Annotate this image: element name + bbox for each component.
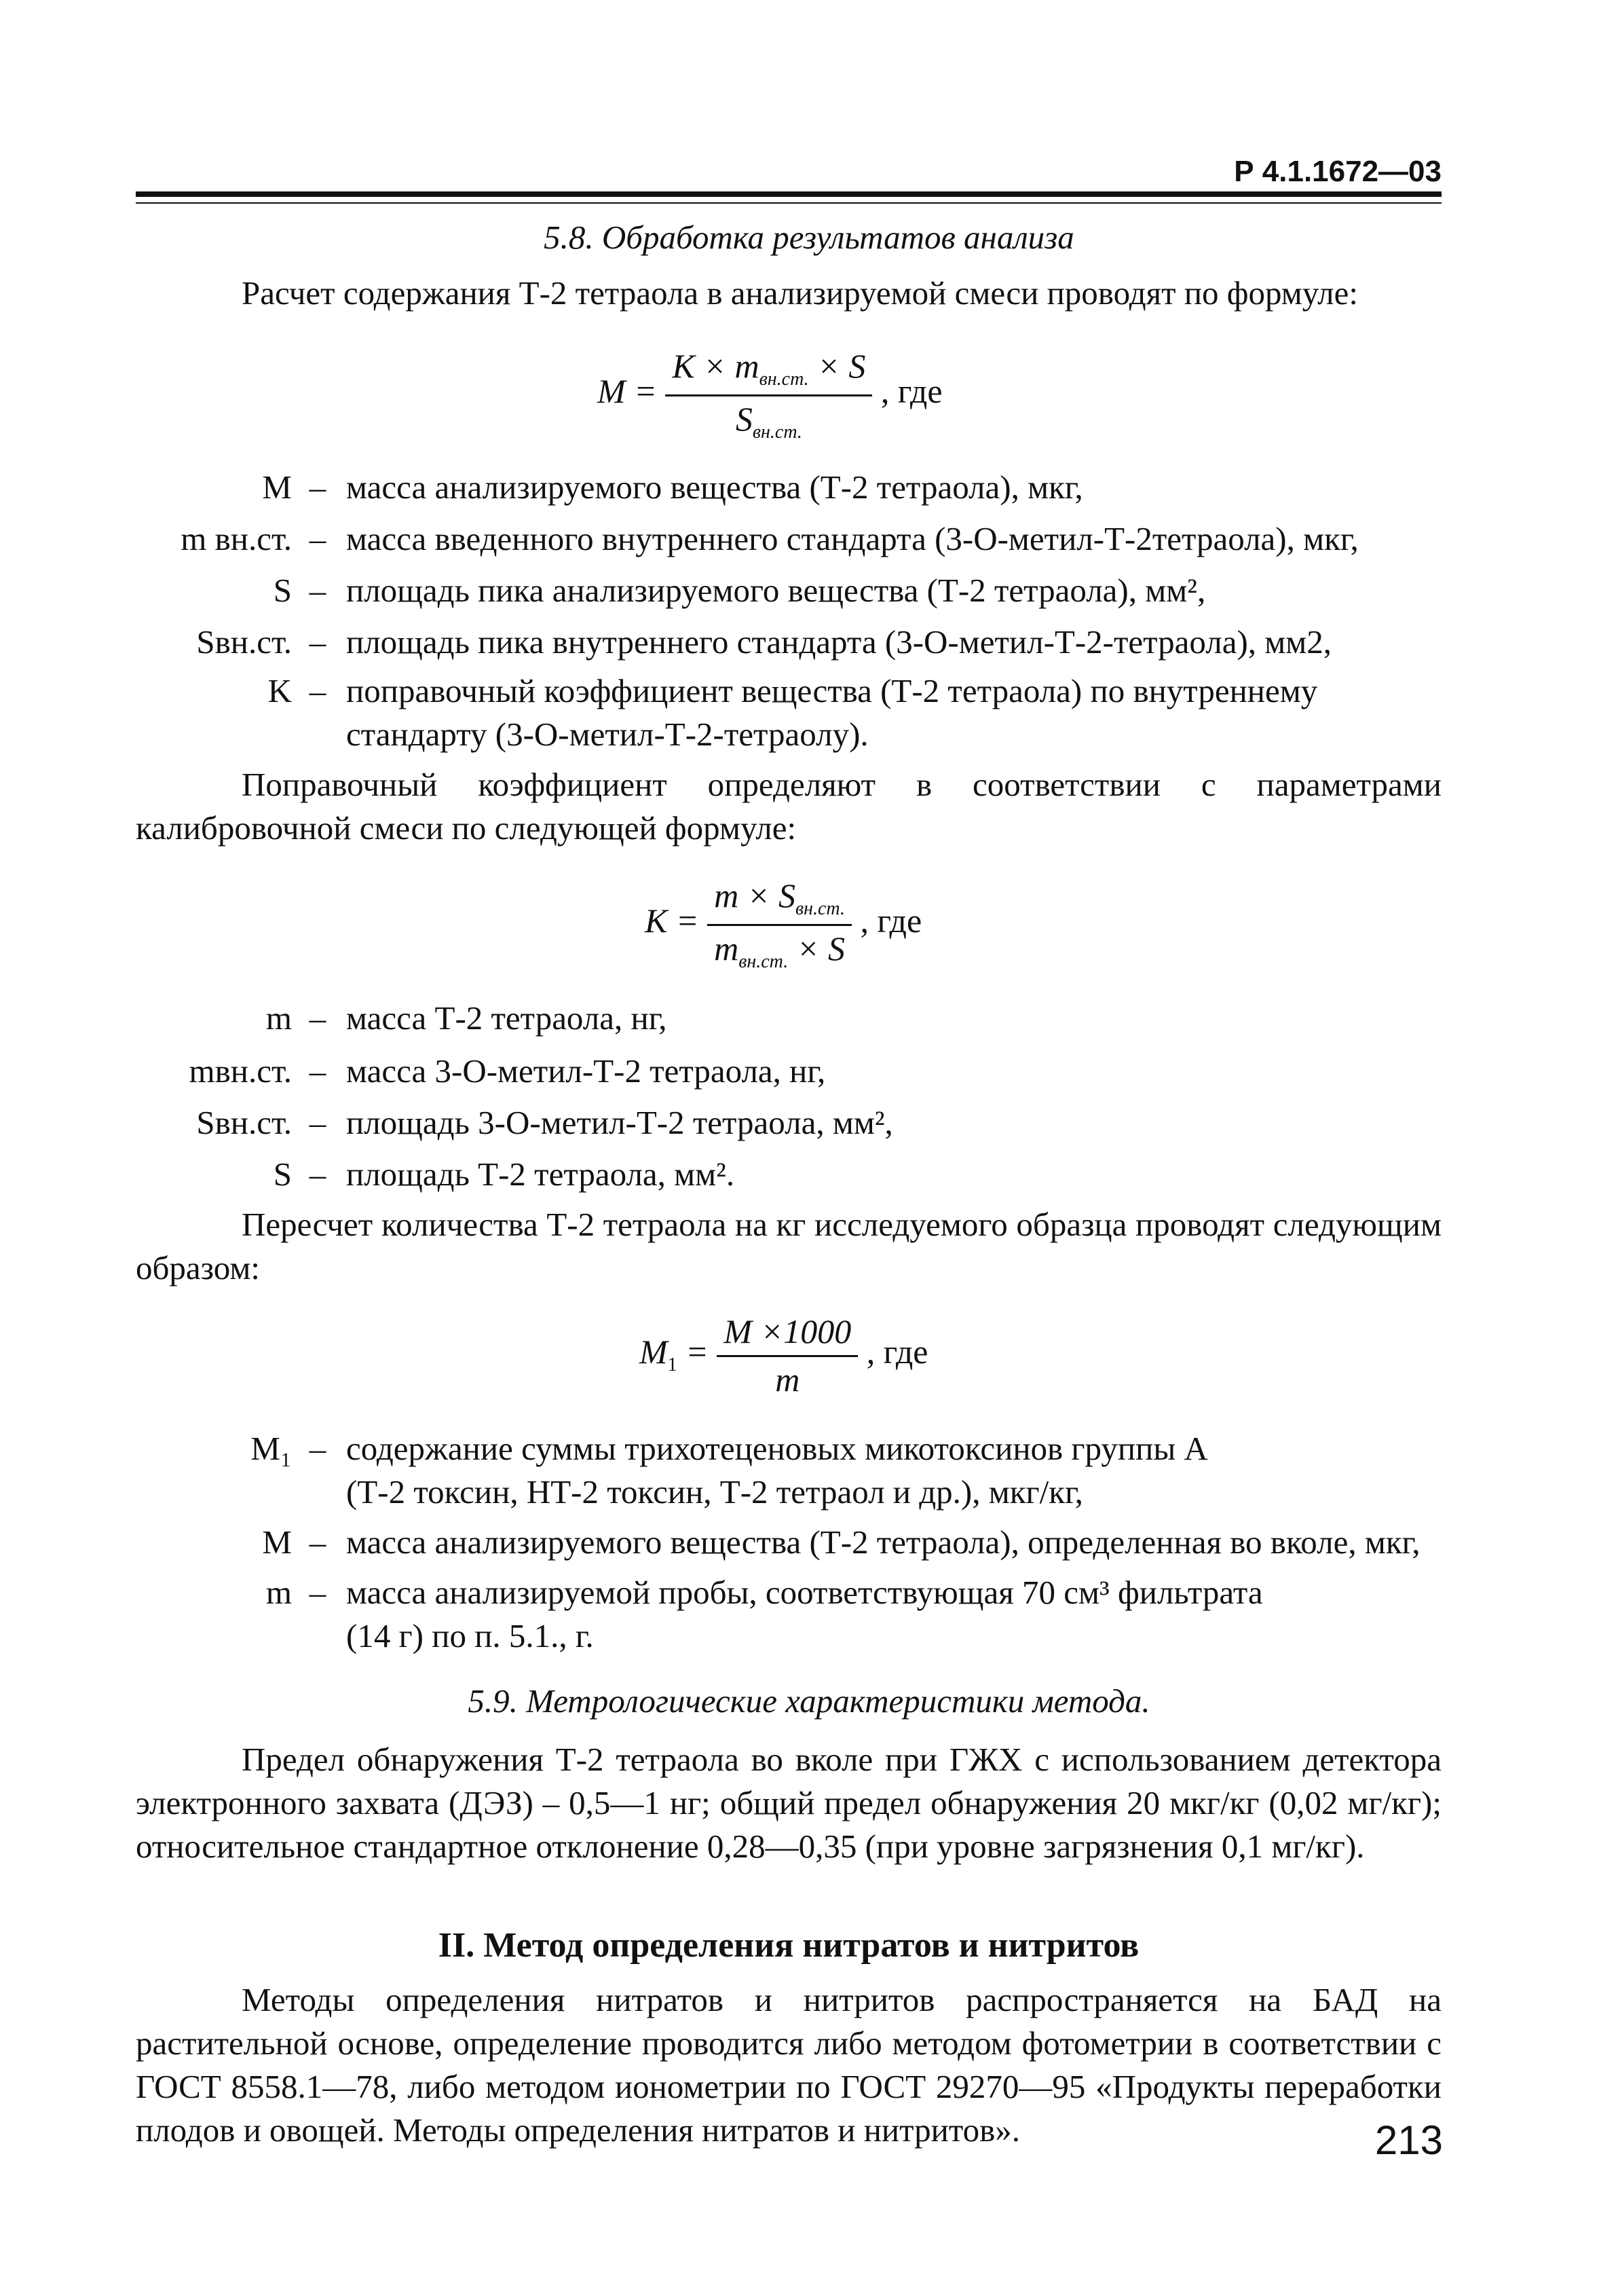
def-text: содержание суммы трихотеценовых микотоксинов группы А (Т-2 токсин, НТ-2 токсин, Т-2 тетраол и др.), мкг/кг, <box>346 1430 1208 1511</box>
def-dash: – <box>309 1104 326 1141</box>
paragraph-recalculation: Пересчет количества Т-2 тетраола на кг исследуемого образца проводят следующим образом: <box>136 1206 1442 1286</box>
def-symbol: М <box>262 468 292 506</box>
formula-lhs: M = <box>597 371 657 410</box>
def-text: масса анализируемого вещества (Т-2 тетраола), определенная во вколе, мкг, <box>346 1523 1421 1561</box>
document-code: Р 4.1.1672—03 <box>1234 155 1442 188</box>
section-title-5-9: 5.9. Метрологические характеристики метода. <box>468 1682 1150 1720</box>
def-text: площадь 3-О-метил-Т-2 тетраола, мм², <box>346 1104 893 1141</box>
formula-recalc: $M_1$ = $\frac{M \times 1000}{m}$ , где <box>639 1312 928 1399</box>
def-text: площадь Т-2 тетраола, мм². <box>346 1155 735 1193</box>
header-rule-thin <box>136 202 1442 204</box>
def-text: площадь пика анализируемого вещества (Т-2 тетраола), мм², <box>346 572 1206 609</box>
def-text: масса 3-О-метил-Т-2 тетраола, нг, <box>346 1052 826 1090</box>
def-dash: – <box>309 1155 326 1193</box>
def-symbol: Sвн.ст. <box>196 1104 292 1141</box>
def-text: масса анализируемой пробы, соответствующая 70 см³ фильтрата (14 г) по п. 5.1., г. <box>346 1574 1263 1654</box>
section-title-5-8: 5.8. Обработка результатов анализа <box>544 219 1074 256</box>
metrology-paragraph: Предел обнаружения Т-2 тетраола во вколе при ГЖХ с использованием детектора электронного захвата (ДЭЗ) – 0,5—1 нг; общий предел обнаружения 20 мкг/кг (0,02 мг/кг); относительное стандартное отклонение 0,28—0,35 (при уровне загрязнения 0,1 мг/кг). <box>136 1741 1442 1865</box>
def-dash: – <box>309 623 326 661</box>
def-symbol: Sвн.ст. <box>196 623 292 661</box>
header-rule-thick <box>136 191 1442 197</box>
formula-coefficient: K = $\frac{m \times S_{вн.ст.}}{m_{вн.ст.} \times S}$ , где <box>645 876 922 972</box>
def-dash: – <box>309 1574 326 1611</box>
def-symbol: S <box>273 1155 292 1193</box>
def-symbol: М <box>262 1523 292 1561</box>
formula-mass <box>597 346 943 443</box>
formula-fraction: $\frac{M \times 1000}{m}$ <box>717 1312 858 1399</box>
def-symbol: m <box>265 999 292 1037</box>
formula-fraction: $\frac{K \times m_{вн.ст.} \times S}{S_{вн.ст.}}$ <box>665 346 872 443</box>
def-text: площадь пика внутреннего стандарта (3-О-метил-Т-2-тетраола), мм2, <box>346 623 1332 661</box>
def-symbol: m <box>265 1574 292 1611</box>
intro-paragraph: Расчет содержания Т-2 тетраола в анализируемой смеси проводят по формуле: <box>242 274 1358 312</box>
def-dash: – <box>309 1052 326 1090</box>
def-text: поправочный коэффициент вещества (Т-2 тетраола) по внутреннему стандарту (3-О-метил-Т-2-тетраолу). <box>346 672 1318 753</box>
def-dash: – <box>309 572 326 609</box>
def-symbol: mвн.ст. <box>189 1052 292 1090</box>
def-symbol: m вн.ст. <box>181 520 292 557</box>
def-symbol: K <box>267 672 292 709</box>
def-dash: – <box>309 1430 326 1467</box>
def-dash: – <box>309 468 326 506</box>
def-symbol: M₁ <box>250 1430 292 1467</box>
section-title-II: II. Метод определения нитратов и нитритов <box>438 1926 1140 1965</box>
def-text: масса Т-2 тетраола, нг, <box>346 999 667 1037</box>
formula-fraction: $\frac{m \times S_{вн.ст.}}{m_{вн.ст.} \times S}$ <box>707 876 852 973</box>
def-symbol: S <box>273 572 292 609</box>
def-dash: – <box>309 999 326 1037</box>
def-text: масса анализируемого вещества (Т-2 тетраола), мкг, <box>346 468 1083 506</box>
formula-where: , где <box>880 371 943 410</box>
def-text: масса введенного внутреннего стандарта (3-О-метил-Т-2тетраола), мкг, <box>346 520 1359 557</box>
nitrates-paragraph: Методы определения нитратов и нитритов распространяется на БАД на растительной основе, определение проводится либо методом фотометрии в соответствии с ГОСТ 8558.1—78, либо методом ионометрии по ГОСТ 29270—95 «Продукты переработки плодов и овощей. Методы определения нитратов и нитритов». <box>136 1981 1442 2149</box>
def-dash: – <box>309 520 326 557</box>
paragraph-coefficient: Поправочный коэффициент определяют в соответствии с параметрами калибровочной смеси по следующей формуле: <box>136 766 1442 847</box>
page-number: 213 <box>1374 2117 1443 2163</box>
def-dash: – <box>309 1523 326 1561</box>
def-dash: – <box>309 672 326 709</box>
